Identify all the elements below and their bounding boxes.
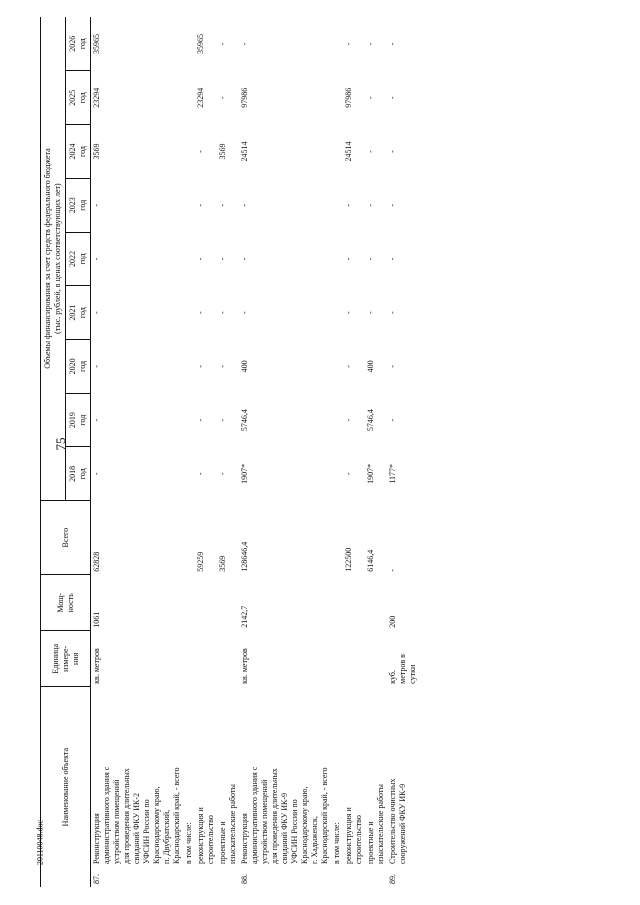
year-value-cell: - xyxy=(344,365,353,368)
header-total: Всего xyxy=(41,501,91,575)
year-value-cell: 1907* xyxy=(240,463,249,484)
unit-cell xyxy=(343,631,365,687)
capacity-cell: 1061 xyxy=(92,611,101,628)
year-value-cell: - xyxy=(92,311,101,314)
year-value-cell: - xyxy=(388,203,397,207)
year-value-cell: - xyxy=(218,365,227,368)
row-number xyxy=(332,864,342,884)
total-cell: 122500 xyxy=(344,547,353,572)
object-name-cell xyxy=(365,687,387,887)
year-value-cell: - xyxy=(218,42,227,46)
year-value-cell xyxy=(183,71,195,125)
header-year: 2026 год xyxy=(66,17,91,71)
rotated-page-content xyxy=(40,17,600,887)
year-value-cell xyxy=(331,178,343,232)
year-value-cell: - xyxy=(388,42,397,46)
unit-cell xyxy=(217,631,239,687)
year-value-cell: - xyxy=(388,365,397,368)
year-value-cell: - xyxy=(344,203,353,207)
object-name-cell xyxy=(239,687,331,887)
year-value-cell: - xyxy=(196,203,205,207)
object-name: проектные и изыскательские работы xyxy=(218,784,237,864)
capacity-cell xyxy=(365,575,387,631)
capacity-cell: 2142,7 xyxy=(240,605,249,628)
year-value-cell xyxy=(331,71,343,125)
row-number xyxy=(184,864,194,884)
object-name-cell xyxy=(343,687,365,887)
year-value-cell: 1177* xyxy=(388,463,397,484)
header-year: 2018 год xyxy=(66,447,91,501)
header-year: 2025 год xyxy=(66,71,91,125)
year-value-cell xyxy=(183,178,195,232)
year-value-cell: 23294 xyxy=(196,87,205,108)
year-value-cell: 5746,4 xyxy=(366,409,375,432)
year-value-cell xyxy=(183,125,195,179)
object-name: в том числе: xyxy=(332,822,341,864)
table-row xyxy=(217,17,239,887)
year-value-cell: - xyxy=(218,257,227,261)
row-number xyxy=(196,864,216,884)
capacity-cell xyxy=(195,575,217,631)
object-name-cell xyxy=(195,687,217,887)
year-value-cell: - xyxy=(388,150,397,153)
year-value-cell: - xyxy=(344,42,353,46)
row-number xyxy=(366,864,386,884)
year-value-cell: 97986 xyxy=(240,87,249,108)
year-value-cell xyxy=(331,232,343,286)
year-value-cell: 5746,4 xyxy=(240,409,249,432)
header-capacity: Мощ- ность xyxy=(41,575,91,631)
year-value-cell: - xyxy=(240,257,249,261)
year-value-cell: - xyxy=(196,472,205,476)
total-cell xyxy=(331,501,343,575)
table-row xyxy=(239,17,331,887)
row-number xyxy=(344,864,364,884)
year-value-cell: - xyxy=(196,257,205,261)
unit-cell: кв. метров xyxy=(92,648,101,684)
object-name-cell xyxy=(91,687,183,887)
header-year: 2019 год xyxy=(66,393,91,447)
header-year: 2023 год xyxy=(66,178,91,232)
year-value-cell: - xyxy=(388,96,397,100)
year-value-cell xyxy=(331,286,343,340)
capacity-cell xyxy=(183,575,195,631)
total-cell: 59259 xyxy=(196,551,205,572)
table-row xyxy=(365,17,387,887)
year-value-cell xyxy=(183,340,195,394)
year-value-cell: 3569 xyxy=(92,143,101,160)
year-value-cell: - xyxy=(366,257,375,261)
page-number: 75 xyxy=(53,437,68,451)
header-year: 2020 год xyxy=(66,340,91,394)
year-value-cell: 97986 xyxy=(344,87,353,108)
year-value-cell: 24514 xyxy=(344,141,353,162)
year-value-cell: 3569 xyxy=(218,143,227,160)
year-value-cell: - xyxy=(366,150,375,153)
capacity-cell xyxy=(217,575,239,631)
year-value-cell xyxy=(331,447,343,501)
total-cell: 3569 xyxy=(218,555,227,572)
year-value-cell: - xyxy=(92,472,101,476)
year-value-cell xyxy=(331,125,343,179)
year-value-cell: 400 xyxy=(366,360,375,373)
table-body xyxy=(91,17,420,887)
year-value-cell xyxy=(331,17,343,71)
footer-filename: 20110048.doc xyxy=(35,819,45,866)
unit-cell xyxy=(183,631,195,687)
unit-cell xyxy=(195,631,217,687)
header-financing-title: Объемы финансирования за счет средств федерального бюджета (тыс. рублей, в ценах соответствующих лет) xyxy=(41,17,66,501)
header-year: 2024 год xyxy=(66,125,91,179)
object-name-cell xyxy=(387,687,409,887)
year-value-cell: - xyxy=(218,96,227,100)
capacity-cell: 200 xyxy=(388,615,397,628)
object-name: Реконструкция административного здания с устройством помещений для проведения длительных свиданий ФКУ ИК-9 УФСИН России по Краснодарскому краю, г. Хадыженск, Краснодарский край, - всего xyxy=(240,766,329,864)
year-value-cell: - xyxy=(196,150,205,153)
object-name: проектные и изыскательские работы xyxy=(366,784,385,864)
row-number: 88. xyxy=(240,874,249,884)
year-value-cell: - xyxy=(344,257,353,261)
unit-cell: кв. метров xyxy=(240,648,249,684)
year-value-cell xyxy=(183,232,195,286)
year-value-cell: 35965 xyxy=(92,33,101,54)
year-value-cell: - xyxy=(366,96,375,100)
object-name: Реконструкция административного здания с устройством помещений для проведения длительных свиданий ФКУ ИК-2 УФСИН России по Краснодарскому краю, п. Двубратский, Краснодарский край, - всего xyxy=(92,766,181,864)
object-name: Строительство очистных сооружений ФКУ ИК-9 xyxy=(388,778,407,864)
object-name: в том числе: xyxy=(184,822,193,864)
year-value-cell: - xyxy=(92,365,101,368)
table-row xyxy=(91,17,184,887)
financing-table xyxy=(40,17,419,887)
year-value-cell: - xyxy=(92,257,101,261)
object-name: реконструкция и строительство xyxy=(344,807,363,864)
year-value-cell: - xyxy=(92,203,101,207)
unit-cell xyxy=(365,631,387,687)
table-row xyxy=(343,17,365,887)
year-value-cell: - xyxy=(196,311,205,314)
total-cell: 6146,4 xyxy=(366,549,375,572)
year-value-cell: - xyxy=(218,418,227,422)
year-value-cell: 1907* xyxy=(366,463,375,484)
year-value-cell: - xyxy=(240,311,249,314)
unit-cell xyxy=(331,631,343,687)
total-cell: 128646,4 xyxy=(240,541,249,572)
table-row xyxy=(195,17,217,887)
year-value-cell: - xyxy=(218,311,227,314)
year-value-cell: - xyxy=(344,311,353,314)
header-year: 2021 год xyxy=(66,286,91,340)
unit-cell: куб. метров в сутки xyxy=(388,654,417,684)
year-value-cell: 400 xyxy=(240,360,249,373)
year-value-cell: - xyxy=(240,203,249,207)
capacity-cell xyxy=(343,575,365,631)
year-value-cell: - xyxy=(344,418,353,422)
header-year: 2022 год xyxy=(66,232,91,286)
year-value-cell: - xyxy=(344,472,353,476)
table-row xyxy=(331,17,343,887)
year-value-cell: - xyxy=(196,365,205,368)
total-cell xyxy=(183,501,195,575)
year-value-cell xyxy=(183,17,195,71)
year-value-cell: - xyxy=(92,418,101,422)
object-name-cell xyxy=(331,687,343,887)
year-value-cell: 35965 xyxy=(196,33,205,54)
object-name-cell xyxy=(183,687,195,887)
year-value-cell xyxy=(331,393,343,447)
year-value-cell: - xyxy=(366,311,375,314)
year-value-cell: - xyxy=(196,418,205,422)
table-row xyxy=(183,17,195,887)
object-name: реконструкция и строительство xyxy=(196,807,215,864)
year-value-cell: 24514 xyxy=(240,141,249,162)
year-value-cell: - xyxy=(218,203,227,207)
header-unit: Единица измере- ния xyxy=(41,631,91,687)
row-number: 89. xyxy=(388,874,397,884)
total-cell: - xyxy=(388,569,397,572)
object-name-cell xyxy=(217,687,239,887)
year-value-cell: - xyxy=(388,257,397,261)
year-value-cell xyxy=(331,340,343,394)
year-value-cell: 23294 xyxy=(92,87,101,108)
row-number xyxy=(218,864,238,884)
table-row xyxy=(387,17,419,887)
capacity-cell xyxy=(331,575,343,631)
total-cell: 62828 xyxy=(92,551,101,572)
year-value-cell: - xyxy=(366,42,375,46)
year-value-cell: - xyxy=(388,311,397,314)
year-value-cell xyxy=(183,286,195,340)
row-number: 87. xyxy=(92,874,101,884)
year-value-cell xyxy=(183,447,195,501)
year-value-cell xyxy=(183,393,195,447)
year-value-cell: - xyxy=(240,42,249,46)
year-value-cell: - xyxy=(388,418,397,422)
year-value-cell: - xyxy=(366,203,375,207)
header-name: Наименование объекта xyxy=(41,687,91,887)
year-value-cell: - xyxy=(218,472,227,476)
